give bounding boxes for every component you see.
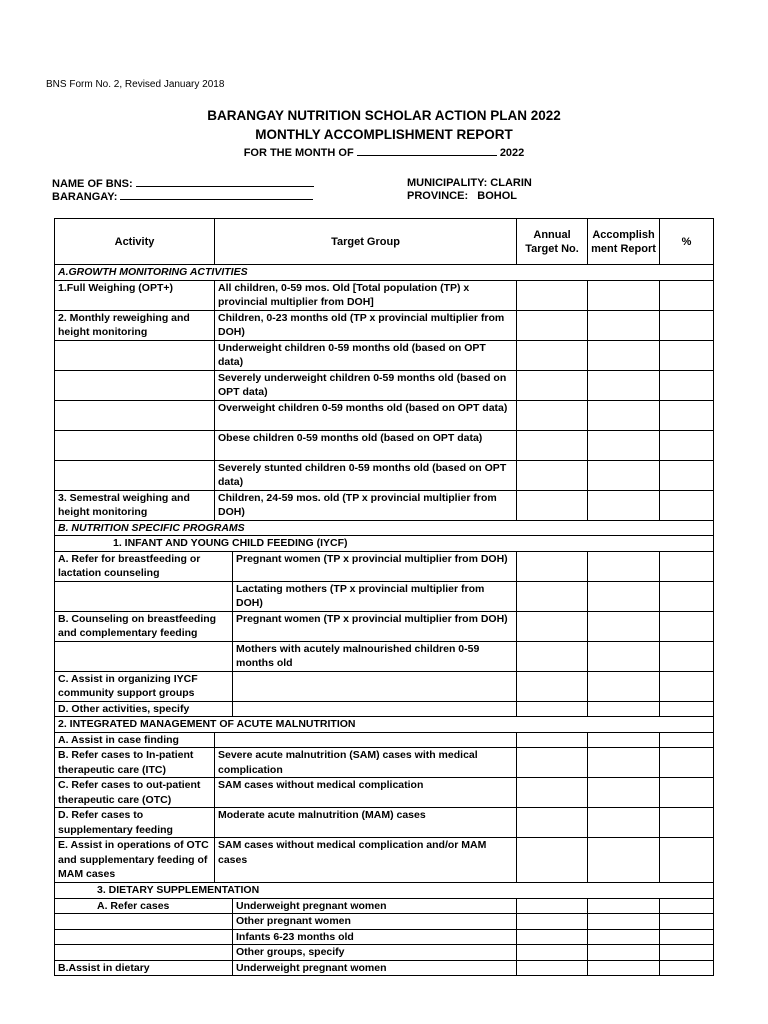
annual-target-cell[interactable]: [517, 898, 588, 914]
barangay-row: [52, 190, 313, 203]
bns-name-label: NAME OF BNS:: [52, 178, 133, 190]
accomplishment-cell[interactable]: [588, 898, 660, 914]
table-row: [55, 430, 714, 460]
table-row: [55, 641, 714, 671]
accomplishment-cell[interactable]: [588, 310, 660, 340]
annual-target-cell[interactable]: [517, 838, 588, 883]
annual-target-cell[interactable]: [517, 551, 588, 581]
table-row: [55, 748, 714, 778]
annual-target-cell[interactable]: [517, 808, 588, 838]
annual-target-cell[interactable]: [517, 914, 588, 930]
percent-cell[interactable]: [660, 671, 714, 701]
target-group-cell: SAM cases without medical complication: [215, 778, 517, 808]
activity-cell: [55, 945, 233, 961]
activity-cell: C. Assist in organizing IYCF community support groups: [55, 671, 233, 701]
percent-cell[interactable]: [660, 460, 714, 490]
accomplishment-cell[interactable]: [588, 460, 660, 490]
province: PROVINCE: BOHOL: [407, 190, 518, 202]
section-row: [55, 883, 714, 899]
activity-cell: 2. Monthly reweighing and height monitoring: [55, 310, 215, 340]
activity-cell: B.Assist in dietary: [55, 960, 233, 976]
annual-target-cell[interactable]: [517, 581, 588, 611]
table-row: [55, 370, 714, 400]
annual-target-cell[interactable]: [517, 611, 588, 641]
percent-cell[interactable]: [660, 400, 714, 430]
percent-cell[interactable]: [660, 551, 714, 581]
report-subtitle: MONTHLY ACCOMPLISHMENT REPORT: [255, 127, 513, 142]
annual-target-cell[interactable]: [517, 490, 588, 520]
target-group-cell: Children, 0-23 months old (TP x provincial multiplier from DOH): [215, 310, 517, 340]
bns-name-row: [52, 177, 314, 190]
target-group-cell: [233, 701, 517, 717]
accomplishment-cell[interactable]: [588, 641, 660, 671]
activity-cell: [55, 340, 215, 370]
activity-cell: [55, 929, 233, 945]
annual-target-cell[interactable]: [517, 732, 588, 748]
accomplishment-table: [54, 218, 714, 976]
table-row: [55, 778, 714, 808]
table-row: [55, 914, 714, 930]
accomplishment-cell[interactable]: [588, 945, 660, 961]
target-group-cell: Pregnant women (TP x provincial multiplier from DOH): [233, 551, 517, 581]
table-row: [55, 945, 714, 961]
accomplishment-cell[interactable]: [588, 929, 660, 945]
activity-cell: [55, 430, 215, 460]
activity-cell: A. Refer for breastfeeding or lactation counseling: [55, 551, 233, 581]
target-group-cell: All children, 0-59 mos. Old [Total population (TP) x provincial multiplier from DOH]: [215, 280, 517, 310]
accomplishment-cell[interactable]: [588, 748, 660, 778]
percent-cell[interactable]: [660, 898, 714, 914]
activity-cell: B. Counseling on breastfeeding and complementary feeding: [55, 611, 233, 641]
header-annual-target: Annual Target No.: [517, 219, 588, 265]
annual-target-cell[interactable]: [517, 400, 588, 430]
target-group-cell: Other pregnant women: [233, 914, 517, 930]
section-dietary-supplementation: 3. DIETARY SUPPLEMENTATION: [55, 883, 714, 899]
activity-cell: [55, 400, 215, 430]
month-label: FOR THE MONTH OF: [243, 147, 354, 159]
table-row: [55, 701, 714, 717]
table-row: [55, 581, 714, 611]
barangay-label: BARANGAY:: [52, 191, 118, 203]
annual-target-cell[interactable]: [517, 778, 588, 808]
accomplishment-cell[interactable]: [588, 581, 660, 611]
percent-cell[interactable]: [660, 310, 714, 340]
table-row: [55, 732, 714, 748]
accomplishment-cell[interactable]: [588, 400, 660, 430]
table-row: [55, 310, 714, 340]
accomplishment-cell[interactable]: [588, 732, 660, 748]
target-group-cell: Severe acute malnutrition (SAM) cases with medical complication: [215, 748, 517, 778]
header-activity: Activity: [55, 219, 215, 265]
percent-cell[interactable]: [660, 838, 714, 883]
annual-target-cell[interactable]: [517, 370, 588, 400]
annual-target-cell[interactable]: [517, 701, 588, 717]
section-iycf: 1. INFANT AND YOUNG CHILD FEEDING (IYCF): [55, 536, 714, 552]
activity-cell: 1.Full Weighing (OPT+): [55, 280, 215, 310]
activity-cell: [55, 581, 233, 611]
annual-target-cell[interactable]: [517, 280, 588, 310]
accomplishment-cell[interactable]: [588, 340, 660, 370]
table-row: [55, 611, 714, 641]
header-percent: %: [660, 219, 714, 265]
month-year: 2022: [499, 147, 525, 159]
activity-cell: [55, 460, 215, 490]
target-group-cell: Severely underweight children 0-59 months old (based on OPT data): [215, 370, 517, 400]
activity-cell: [55, 914, 233, 930]
percent-cell[interactable]: [660, 701, 714, 717]
month-field[interactable]: [357, 146, 497, 156]
activity-cell: D. Refer cases to supplementary feeding: [55, 808, 215, 838]
percent-cell[interactable]: [660, 748, 714, 778]
accomplishment-cell[interactable]: [588, 611, 660, 641]
target-group-cell: [215, 732, 517, 748]
target-group-cell: Mothers with acutely malnourished children 0-59 months old: [233, 641, 517, 671]
target-group-cell: [233, 671, 517, 701]
section-row: [55, 520, 714, 536]
table-row: [55, 400, 714, 430]
table-row: [55, 808, 714, 838]
accomplishment-cell[interactable]: [588, 960, 660, 976]
table-row: [55, 671, 714, 701]
table-row: [55, 490, 714, 520]
section-acute-malnutrition: 2. INTEGRATED MANAGEMENT OF ACUTE MALNUTRITION: [55, 717, 714, 733]
percent-cell[interactable]: [660, 370, 714, 400]
accomplishment-cell[interactable]: [588, 370, 660, 400]
month-line: [0, 146, 768, 159]
target-group-cell: SAM cases without medical complication and/or MAM cases: [215, 838, 517, 883]
accomplishment-cell[interactable]: [588, 914, 660, 930]
percent-cell[interactable]: [660, 430, 714, 460]
form-number: BNS Form No. 2, Revised January 2018: [46, 79, 225, 90]
percent-cell[interactable]: [660, 960, 714, 976]
accomplishment-cell[interactable]: [588, 671, 660, 701]
table-row: [55, 929, 714, 945]
activity-cell: E. Assist in operations of OTC and supplementary feeding of MAM cases: [55, 838, 215, 883]
section-growth-monitoring: A.GROWTH MONITORING ACTIVITIES: [55, 265, 714, 281]
accomplishment-cell[interactable]: [588, 808, 660, 838]
target-group-cell: Pregnant women (TP x provincial multiplier from DOH): [233, 611, 517, 641]
table-row: [55, 280, 714, 310]
target-group-cell: Moderate acute malnutrition (MAM) cases: [215, 808, 517, 838]
annual-target-cell[interactable]: [517, 460, 588, 490]
target-group-cell: Other groups, specify: [233, 945, 517, 961]
accomplishment-cell[interactable]: [588, 551, 660, 581]
activity-cell: 3. Semestral weighing and height monitoring: [55, 490, 215, 520]
annual-target-cell[interactable]: [517, 310, 588, 340]
activity-cell: A. Refer cases: [55, 898, 233, 914]
target-group-cell: Obese children 0-59 months old (based on OPT data): [215, 430, 517, 460]
percent-cell[interactable]: [660, 340, 714, 370]
annual-target-cell[interactable]: [517, 945, 588, 961]
target-group-cell: Overweight children 0-59 months old (based on OPT data): [215, 400, 517, 430]
target-group-cell: Severely stunted children 0-59 months old (based on OPT data): [215, 460, 517, 490]
accomplishment-cell[interactable]: [588, 778, 660, 808]
accomplishment-cell[interactable]: [588, 701, 660, 717]
target-group-cell: Underweight pregnant women: [233, 960, 517, 976]
percent-cell[interactable]: [660, 778, 714, 808]
header-target-group: Target Group: [215, 219, 517, 265]
section-row: [55, 717, 714, 733]
table-row: [55, 838, 714, 883]
annual-target-cell[interactable]: [517, 430, 588, 460]
municipality: MUNICIPALITY: CLARIN: [407, 177, 532, 189]
activity-cell: A. Assist in case finding: [55, 732, 215, 748]
annual-target-cell[interactable]: [517, 671, 588, 701]
section-row: [55, 536, 714, 552]
target-group-cell: Underweight pregnant women: [233, 898, 517, 914]
percent-cell[interactable]: [660, 581, 714, 611]
percent-cell[interactable]: [660, 929, 714, 945]
activity-cell: [55, 641, 233, 671]
header-accomplishment: Accomplish ment Report: [588, 219, 660, 265]
target-group-cell: Children, 24-59 mos. old (TP x provincial multiplier from DOH): [215, 490, 517, 520]
percent-cell[interactable]: [660, 611, 714, 641]
activity-cell: D. Other activities, specify: [55, 701, 233, 717]
activity-cell: [55, 370, 215, 400]
percent-cell[interactable]: [660, 732, 714, 748]
barangay-field[interactable]: [120, 190, 313, 200]
accomplishment-cell[interactable]: [588, 430, 660, 460]
target-group-cell: Underweight children 0-59 months old (based on OPT data): [215, 340, 517, 370]
percent-cell[interactable]: [660, 808, 714, 838]
percent-cell[interactable]: [660, 490, 714, 520]
accomplishment-cell[interactable]: [588, 490, 660, 520]
table-header: [55, 219, 714, 265]
table-row: [55, 340, 714, 370]
target-group-cell: Lactating mothers (TP x provincial multiplier from DOH): [233, 581, 517, 611]
annual-target-cell[interactable]: [517, 960, 588, 976]
table-row: [55, 551, 714, 581]
annual-target-cell[interactable]: [517, 929, 588, 945]
percent-cell[interactable]: [660, 945, 714, 961]
bns-name-field[interactable]: [136, 177, 314, 187]
section-row: [55, 265, 714, 281]
percent-cell[interactable]: [660, 280, 714, 310]
annual-target-cell[interactable]: [517, 641, 588, 671]
annual-target-cell[interactable]: [517, 748, 588, 778]
activity-cell: B. Refer cases to In-patient therapeutic care (ITC): [55, 748, 215, 778]
activity-cell: C. Refer cases to out-patient therapeutic care (OTC): [55, 778, 215, 808]
percent-cell[interactable]: [660, 914, 714, 930]
accomplishment-cell[interactable]: [588, 838, 660, 883]
report-title: BARANGAY NUTRITION SCHOLAR ACTION PLAN 2022: [207, 108, 561, 123]
accomplishment-cell[interactable]: [588, 280, 660, 310]
target-group-cell: Infants 6-23 months old: [233, 929, 517, 945]
annual-target-cell[interactable]: [517, 340, 588, 370]
section-nutrition-programs: B. NUTRITION SPECIFIC PROGRAMS: [55, 520, 714, 536]
table-row: [55, 460, 714, 490]
table-row: [55, 960, 714, 976]
percent-cell[interactable]: [660, 641, 714, 671]
table-row: [55, 898, 714, 914]
